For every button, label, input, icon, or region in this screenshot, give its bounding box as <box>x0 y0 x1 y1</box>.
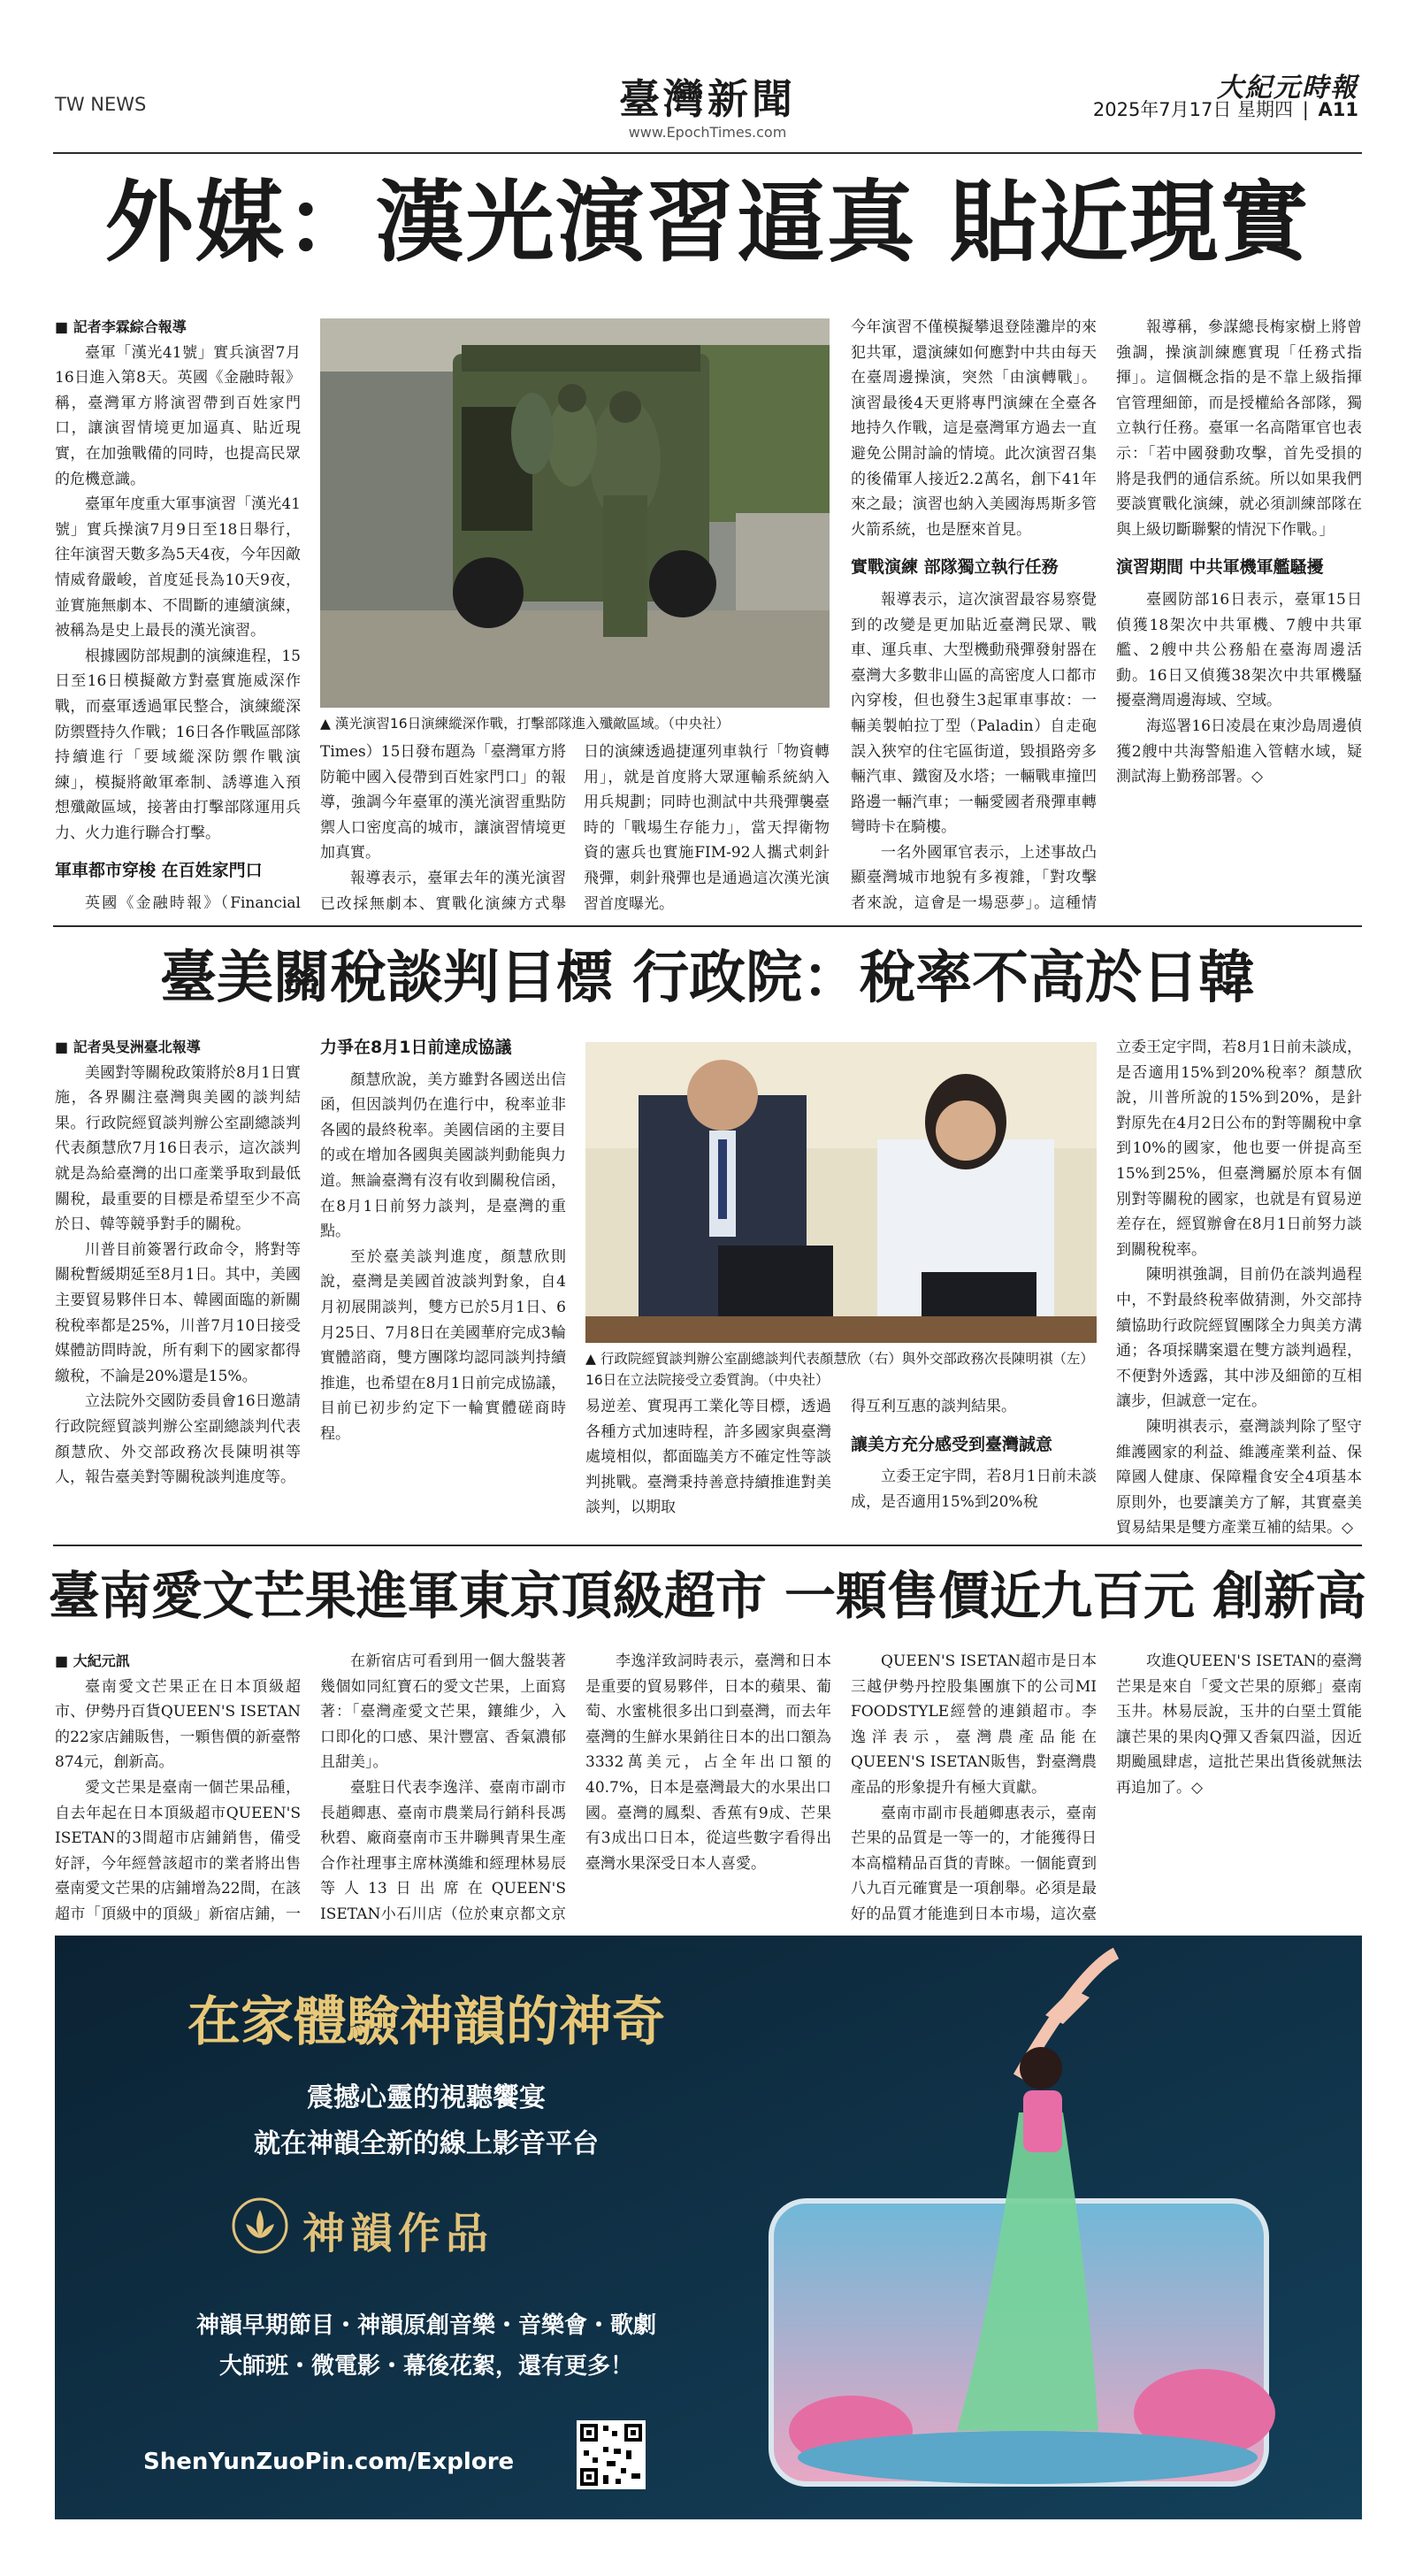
story2-divider <box>53 1545 1362 1546</box>
story2-para2: 川普目前簽署行政命令，將對等關稅暫緩期延至8月1日。其中，美國主要貿易夥伴日本、韓國面臨的新關稅稅率都是25%，川普7月10日接受媒體訪問時說，所有剩下的國家都得繳稅，不論是20%還是15%。 <box>55 1240 301 1385</box>
story2-photo <box>585 1042 1097 1343</box>
military-drill-photo <box>320 318 830 708</box>
story1-para4-cont: Times）15日發布題為「臺灣軍方將防範中國入侵帶到百姓家門口」的報導，強調今年臺軍的漢光演習重點防禦人口密度高的城市，讓演習情境更加真實。 <box>320 743 566 862</box>
story1-para4: 英國《金融時報》（Financial <box>85 894 301 913</box>
shenyun-logo <box>232 2197 288 2254</box>
story1-para9: 報導稱，參謀總長梅家樹上將曾強調，操演訓練應實現「任務式指揮」。這個概念指的是不靠上級指揮官管理細節，而是授權給各部隊，獨立執行任務。臺軍一名高階軍官也表示：「若中國發動攻擊，首先受損的將是我們的通信系統。所以如果我們要談實戰化演練，就必須訓練部隊在與上級切斷聯繫的情況下作戰。」 <box>1116 318 1362 539</box>
section-title: 臺灣新聞 <box>619 75 796 123</box>
story2-para4: 顏慧欣說，美方雖對各國送出信函，但因談判仍在進行中，稅率並非各國的最終稅率。美國信函的主要目的或在增加各國與美國談判動能與力道。無論臺灣有沒有收到關稅信函，在8月1日前努力談判，是臺灣的重點。 <box>320 1070 566 1241</box>
story2-para6-cont: 易逆差、實現再工業化等目標，透過各種方式加速時程，許多國家與臺灣處境相似，都面臨美方不確定性等談判挑戰。臺灣秉持善意持續推進對美談判，以期取 <box>585 1398 831 1517</box>
story3-para4: 臺駐日代表李逸洋、臺南市副市長趙卿惠、臺南市農業局行銷科長馮秋碧、廠商臺南市玉井聯興青果生產合作社理事主席林漢維和經理林易辰等人13日出席在QUEEN'S ISETAN小石川店（位於東京都文京 <box>320 1778 566 1923</box>
story1-para5-cont: 日的演練透過捷運列車執行「物資轉用」，就是首度將大眾運輸系統納入用兵規劃；同時也測試中共飛彈襲臺時的「戰場生存能力」，當天捍衛物資的憲兵也實施FIM-92人攜式刺針飛彈，刺針飛彈也是通過這次漢光演習首度曝光。 <box>584 743 830 913</box>
shenyun-advertisement[interactable] <box>55 1936 1362 2519</box>
story3-column-1 <box>55 1649 301 1928</box>
story3-para8: 攻進QUEEN'S ISETAN的臺灣芒果是來自「愛文芒果的原鄉」臺南玉井。林易辰說，玉井的白堊土質能讓芒果的果肉Q彈又香氣四溢，因近期颱風肆虐，這批芒果出貨後就無法再追加了。◇ <box>1116 1652 1362 1797</box>
story3-column-3 <box>585 1649 831 1928</box>
ad-items-line-2: 大師班・微電影・幕後花絮，還有更多！ <box>218 2353 633 2380</box>
ad-headline: 在家體驗神韻的神奇 <box>187 1991 665 2053</box>
story1-column-2 <box>320 740 566 916</box>
ad-url-link[interactable]: ShenYunZuoPin.com/Explore <box>143 2449 515 2475</box>
story2-para7-start: 立委王定宇問，若8月1日前未談成，是否適用15%到20%稅 <box>851 1468 1097 1511</box>
story3-headline: 臺南愛文芒果進軍東京頂級超市 一顆售價近九百元 創新高 <box>48 1566 1367 1626</box>
story3-column-4 <box>851 1649 1097 1928</box>
officials-photo <box>585 1042 1097 1343</box>
story3-column-2 <box>320 1649 566 1928</box>
ad-subline-2: 就在神韻全新的線上影音平台 <box>254 2128 599 2159</box>
story1-divider <box>53 925 1362 927</box>
story2-para6-end: 得互利互惠的談判結果。 <box>851 1398 1016 1415</box>
story2-para7: 立委王定宇問，若8月1日前未談成，是否適用15%到20%稅率？顏慧欣說，川普所說的15%到20%，是針對原先在4月2日公布的對等關稅中拿到10%的國家，他也要一併提高至15%到25%，但臺灣屬於原本有個別對等關稅的國家，也就是有貿易逆差存在，經貿辦會在8月1日前努力談到關稅稅率。 <box>1116 1039 1362 1259</box>
ad-subline-1: 震撼心靈的視聽饗宴 <box>307 2082 546 2113</box>
paper-logo: 大紀元時報 <box>1217 73 1358 104</box>
story1-subhead-2: 實戰演練 部隊獨立執行任務 <box>851 557 1059 578</box>
story3-column-5 <box>1116 1649 1362 1928</box>
lotus-emblem-icon <box>232 2197 288 2254</box>
story2-column-3 <box>585 1394 831 1539</box>
story1-subhead-1: 軍車都市穿梭 在百姓家門口 <box>55 861 263 881</box>
story1-column-5 <box>1116 315 1362 916</box>
story2-photo-caption: ▲ 行政院經貿談判辦公室副總談判代表顏慧欣（右）與外交部政務次長陳明祺（左）16日在立法院接受立委質詢。（中央社） <box>585 1351 1094 1388</box>
story1-para10: 臺國防部16日表示，臺軍15日偵獲18架次中共軍機、7艘中共軍艦、2艘中共公務船在臺海周邊活動。16日又偵獲38架次中共軍機騷擾臺灣周邊海域、空域。 <box>1116 590 1362 710</box>
qr-code[interactable] <box>577 2420 646 2489</box>
story1-para3: 根據國防部規劃的演練進程，15日至16日模擬敵方對臺實施威深作戰，而臺軍透過軍民整合，演練縱深防禦暨持久作戰；16日各作戰區部隊持續進行「要域縱深防禦作戰演練」，模擬將敵軍牽制、誘導進入預想殲敵區域，接著由打擊部隊運用兵力、火力進行聯合打擊。 <box>55 647 301 842</box>
story1-byline: ■ 記者李霖綜合報導 <box>55 318 187 335</box>
story3-para6: QUEEN'S ISETAN超市是日本三越伊勢丹控股集團旗下的公司MI FOODSTYLE經營的連鎖超市。李逸洋表示，臺灣農產品能在QUEEN'S ISETAN販售，對臺灣農產品的形象提升有極大貢獻。 <box>851 1652 1097 1797</box>
issue-date: 2025年7月17日 星期四 <box>1092 99 1294 120</box>
masthead-rule <box>53 152 1362 154</box>
story3-byline: ■ 大紀元訊 <box>55 1652 130 1669</box>
story2-column-2 <box>320 1035 566 1539</box>
story2-column-1 <box>55 1035 301 1539</box>
story1-photo <box>320 318 830 708</box>
story1-para5: 報導表示，臺軍去年的漢光演習已改採無劇本、實戰化演練方式舉 <box>320 869 566 913</box>
story2-para5: 至於臺美談判進度，顏慧欣則說，臺灣是美國首波談判對象，自4月初展開談判，雙方已於5月1日、6月25日、7月8日在美國華府完成3輪實體諮商，雙方團隊均認同談判持續推進，也希望在8月1日前完成協議，目前已初步約定下一輪實體磋商時程。 <box>320 1247 566 1443</box>
story1-column-1 <box>55 315 301 916</box>
story1-para11: 海巡署16日凌晨在東沙島周邊偵獲2艘中共海警船進入管轄水域，疑測試海上勤務部署。◇ <box>1116 717 1362 786</box>
story1-para8: 一名外國軍官表示，上述事故凸顯臺灣城市地貌有多複雜，「對攻擊者來說，這會是一場惡夢」。這種情 <box>851 843 1097 913</box>
story1-photo-caption: ▲ 漢光演習16日演練縱深作戰，打擊部隊進入殲敵區域。（中央社） <box>320 716 730 732</box>
story3-para5: 李逸洋致詞時表示，臺灣和日本是重要的貿易夥伴，日本的蘋果、葡萄、水蜜桃很多出口到臺灣，而去年臺灣的生鮮水果銷往日本的出口額為3332萬美元，占全年出口額的40.7%，日本是臺灣最大的水果出口國。臺灣的鳳梨、香蕉有9成、芒果有3成出口日本，從這些數字看得出臺灣水果深受日本人喜愛。 <box>585 1652 831 1873</box>
story1-headline: 外媒：漢光演習逼真 貼近現實 <box>104 170 1311 274</box>
story2-column-5 <box>1116 1035 1362 1539</box>
story1-subhead-3: 演習期間 中共軍機軍艦騷擾 <box>1116 557 1324 578</box>
date-separator: | <box>1302 99 1309 120</box>
story2-headline: 臺美關稅談判目標 行政院：稅率不高於日韓 <box>159 946 1256 1011</box>
qr-code-icon <box>577 2420 646 2489</box>
page-number: A11 <box>1318 99 1358 120</box>
story1-para1: 臺軍「漢光41號」實兵演習7月16日進入第8天。英國《金融時報》稱，臺灣軍方將演習帶到百姓家門口，讓演習情境更加逼真、貼近現實，在加強戰備的同時，也提高民眾的危機意識。 <box>55 343 301 488</box>
story3-para3: 在新宿店可看到用一個大盤裝著幾個如同紅寶石的愛文芒果，上面寫著：「臺灣產愛文芒果，鑲維少，入口即化的口感、果汁豐富、香氣濃郁且甜美」。 <box>320 1652 566 1772</box>
story1-para2: 臺軍年度重大軍事演習「漢光41號」實兵操演7月9日至18日舉行，往年演習天數多為5天4夜，今年因敵情威脅嚴峻，首度延長為10天9夜，並實施無劇本、不間斷的連續演練，被稱為是史上最長的漢光演習。 <box>55 495 301 640</box>
story2-subhead-1: 力爭在8月1日前達成協議 <box>320 1038 512 1057</box>
story1-column-3 <box>584 740 830 916</box>
story2-para9: 陳明祺表示，臺灣談判除了堅守維護國家的利益、維護產業利益、保障國人健康、保障糧食安全4項基本原則外，也要讓美方了解，其實臺美貿易結果是雙方產業互補的結果。◇ <box>1116 1417 1362 1537</box>
story1-para7: 報導表示，這次演習最容易察覺到的改變是更加貼近臺灣民眾、戰車、運兵車、大型機動飛彈發射器在臺灣大多數非山區的高密度人口都市內穿梭，但也發生3起軍車事故：一輛美製帕拉丁型（Paladin）自走砲誤入狹窄的住宅區街道，毀損路旁多輛汽車、鐵窗及水塔；一輛戰車撞凹路邊一輛汽車；一輛愛國者飛彈車轉彎時卡在騎樓。 <box>851 590 1097 837</box>
story2-para8: 陳明祺強調，目前仍在談判過程中，不對最終稅率做猜測，外交部持續協助行政院經貿團隊全力與美方溝通；各項採購案還在雙方談判過程，不便對外透露，其中涉及細節的互相讓步，但誠意一定在。 <box>1116 1266 1362 1411</box>
story3-para7: 臺南市副市長趙卿惠表示，臺南芒果的品質是一等一的，才能獲得日本高檔精品百貨的青睞。一個能賣到八九百元確實是一項創舉。必須是最好的品質才能進到日本市場，這次臺 <box>851 1804 1097 1923</box>
story2-subhead-2: 讓美方充分感受到臺灣誠意 <box>851 1434 1053 1454</box>
story2-para1: 美國對等關稅政策將於8月1日實施，各界關注臺灣與美國的談判結果。行政院經貿談判辦公室副總談判代表顏慧欣7月16日表示，這次談判就是為給臺灣的出口產業爭取到最低關稅，最重要的目標是希望至少不高於日、韓等競爭對手的關稅。 <box>55 1063 301 1234</box>
story1-para6: 今年演習不僅模擬攀退登陸灘岸的來犯共軍，還演練如何應對中共由每天在臺周邊操演，突然「由演轉戰」。演習最後4天更將專門演練在全臺各地持久作戰，這是臺灣軍方過去一直避免公開討論的情境。此次演習召集的後備軍人接近2.2萬名，創下41年來之最；演習也納入美國海馬斯多管火箭系統，也是歷來首見。 <box>851 318 1097 539</box>
story3-para2: 愛文芒果是臺南一個芒果品種，自去年起在日本頂級超市QUEEN'S ISETAN的3間超市店鋪銷售，備受好評，今年經營該超市的業者將出售臺南愛文芒果的店鋪增為22間，在該超市「頂級中的頂級」新宿店鋪，一 <box>55 1778 301 1923</box>
story3-para1: 臺南愛文芒果正在日本頂級超市、伊勢丹百貨QUEEN'S ISETAN的22家店鋪販售，一顆售價的新臺幣874元，創新高。 <box>55 1677 301 1772</box>
issue-date-line <box>1093 96 1358 122</box>
ad-items-line-1: 神韻早期節目・神韻原創音樂・音樂會・歌劇 <box>195 2312 656 2339</box>
section-label-en: TW NEWS <box>55 94 147 115</box>
ad-brand: 神韻作品 <box>302 2209 494 2258</box>
website-url: www.EpochTimes.com <box>628 124 787 141</box>
story2-byline: ■ 記者吳旻洲臺北報導 <box>55 1039 201 1055</box>
story2-para3: 立法院外交國防委員會16日邀請行政院經貿談判辦公室副總談判代表顏慧欣、外交部政務次長陳明祺等人，報告臺美對等關稅談判進度等。 <box>55 1392 301 1487</box>
story2-column-4 <box>851 1394 1097 1539</box>
story1-column-4 <box>851 315 1097 916</box>
